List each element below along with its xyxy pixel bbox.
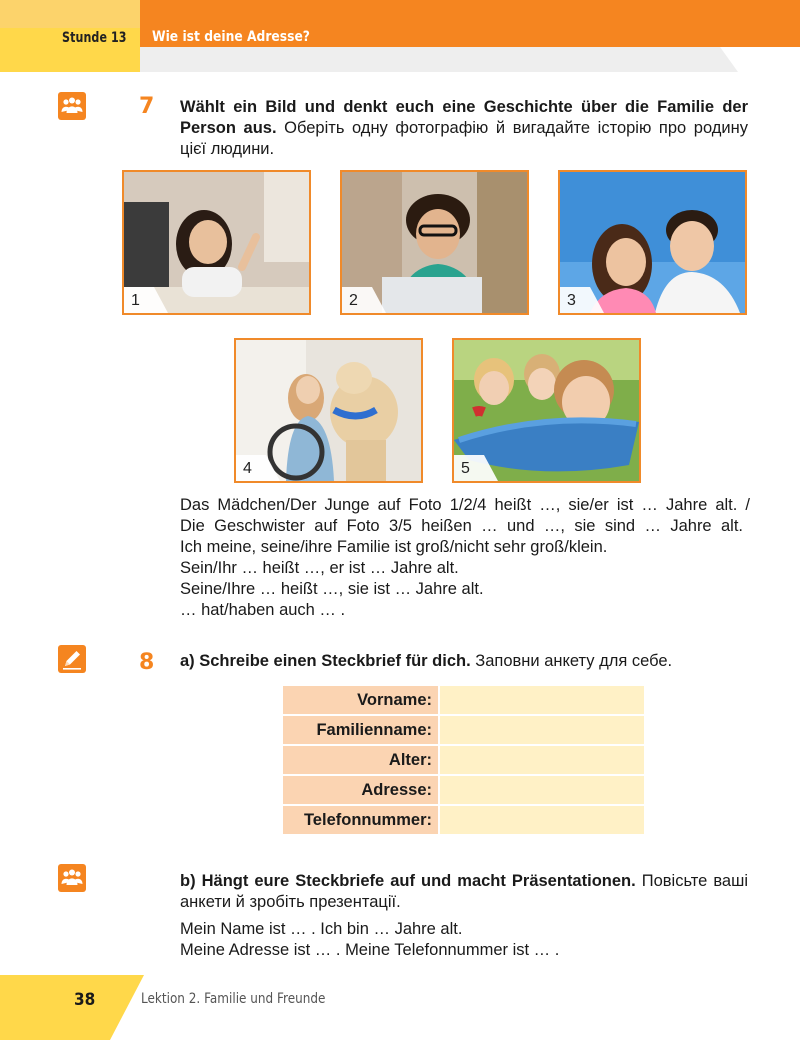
form-row-adresse [283, 776, 644, 806]
page-number: 38 [74, 990, 96, 1010]
field-label-familienname: Familienname: [283, 716, 440, 746]
steckbrief-form [283, 686, 644, 836]
form-row-telefonnummer [283, 806, 644, 836]
header-band [0, 0, 800, 28]
task-8b-instruction-uk: Повісьте ваші анкети й зробіть презентації. [180, 872, 748, 911]
photo-3[interactable] [558, 170, 747, 315]
task-8a-instruction-uk: Заповни анкету для себе. [475, 652, 673, 670]
field-input-familienname[interactable] [440, 716, 644, 746]
form-row-familienname [283, 716, 644, 746]
photo-5[interactable] [452, 338, 641, 483]
photo-4-label: 4 [243, 460, 252, 477]
photo-1-label: 1 [131, 292, 140, 309]
task-8a-instruction-de: a) Schreibe einen Steckbrief für dich. [180, 652, 471, 670]
form-row-vorname [283, 686, 644, 716]
photo-3-label: 3 [567, 292, 576, 309]
field-input-telefonnummer[interactable] [440, 806, 644, 836]
task-7-number: 7 [139, 94, 155, 119]
task-7-instruction-uk: Оберіть одну фотографію й вигадайте історію про родину цієї людини. [180, 119, 748, 158]
header-shadow-bar [140, 47, 720, 72]
photo-4[interactable] [234, 338, 423, 483]
phrase-line: … hat/haben auch … . [180, 601, 346, 619]
task-7-instruction [180, 97, 748, 160]
task-7-phrases [180, 495, 750, 621]
phrase-line: Mein Name ist … . Ich bin … Jahre alt. [180, 920, 463, 938]
task-8a-instruction [180, 651, 750, 672]
phrase-line: Ich meine, seine/ihre Familie ist groß/nicht sehr groß/klein. [180, 538, 608, 556]
form-row-alter [283, 746, 644, 776]
field-input-vorname[interactable] [440, 686, 644, 716]
photo-5-label: 5 [461, 460, 470, 477]
lesson-title: Wie ist deine Adresse? [152, 29, 310, 45]
group-icon [58, 92, 86, 120]
phrase-line: Sein/Ihr … heißt …, er ist … Jahre alt. [180, 559, 459, 577]
photo-1[interactable] [122, 170, 311, 315]
field-label-alter: Alter: [283, 746, 440, 776]
phrase-line: Meine Adresse ist … . Meine Telefonnummer ist … . [180, 941, 560, 959]
task-7-instruction-de: Wählt ein Bild und denkt euch eine Geschichte über die Familie der Person aus. [180, 98, 748, 137]
task-8b-instruction-de: b) Hängt eure Steckbriefe auf und macht Präsentationen. [180, 872, 636, 890]
footer-lesson-title: Lektion 2. Familie und Freunde [141, 991, 326, 1007]
field-label-telefonnummer: Telefonnummer: [283, 806, 440, 836]
photo-2-label: 2 [349, 292, 358, 309]
pencil-icon [58, 645, 86, 673]
field-input-adresse[interactable] [440, 776, 644, 806]
lesson-number: Stunde 13 [62, 30, 127, 46]
field-label-adresse: Adresse: [283, 776, 440, 806]
footer-page-tab-edge [110, 975, 144, 1040]
field-input-alter[interactable] [440, 746, 644, 776]
phrase-line: Die Geschwister auf Foto 3/5 heißen … und …, sie sind … Jahre alt. [180, 517, 743, 535]
header-shadow-edge [720, 47, 738, 72]
group-icon [58, 864, 86, 892]
phrase-line: Seine/Ihre … heißt …, sie ist … Jahre alt. [180, 580, 484, 598]
task-8b-phrases [180, 919, 750, 961]
photo-2[interactable] [340, 170, 529, 315]
task-8b-instruction [180, 871, 748, 913]
phrase-line: Das Mädchen/Der Junge auf Foto 1/2/4 heißt …, sie/er ist … Jahre alt. / [180, 496, 750, 514]
field-label-vorname: Vorname: [283, 686, 440, 716]
task-8-number: 8 [139, 650, 155, 675]
